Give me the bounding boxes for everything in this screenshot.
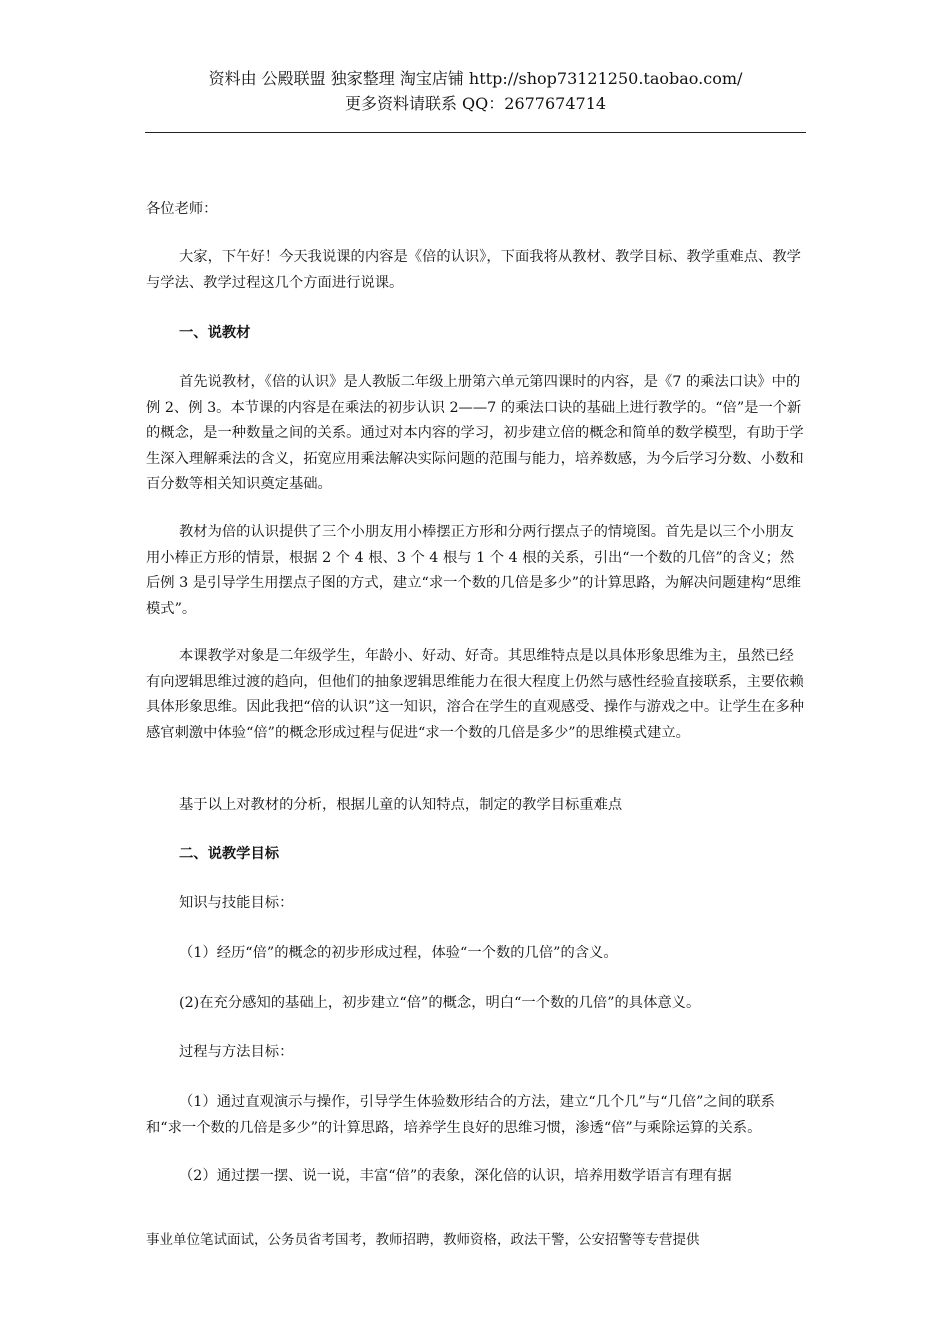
page-footer: 事业单位笔试面试，公务员省考国考，教师招聘，教师资格，政法干警，公安招警等专营提供: [146, 1232, 700, 1248]
greeting: 各位老师：: [146, 201, 218, 217]
section-1-paragraph-3: 本课教学对象是二年级学生，年龄小、好动、好奇。其思维特点是以具体形象思维为主，虽然已经有向逻辑思维过渡的趋向，但他们的抽象逻辑思维能力在很大程度上仍然与感性经验直接联系，主要依赖具体形象思维。因此我把“倍的认识”这一知识，溶合在学生的直观感受、操作与游戏之中。让学生在多种感官刺激中体验“倍”的概念形成过程与促进“求一个数的几倍是多少”的思维模式建立。: [146, 648, 804, 741]
process-goal-item-1: （1）通过直观演示与操作，引导学生体验数形结合的方法，建立“几个几”与“几倍”之间的联系和“求一个数的几倍是多少”的计算思路，培养学生良好的思维习惯，渗透“倍”与乘除运算的关系。: [146, 1094, 775, 1136]
header-line-1: 资料由 公殿联盟 独家整理 淘宝店铺 http://shop73121250.taobao.com/: [208, 69, 743, 88]
page-header: [145, 66, 806, 116]
section-1-paragraph-4: 基于以上对教材的分析，根据儿童的认知特点，制定的教学目标重难点: [179, 797, 623, 813]
knowledge-goal-title: 知识与技能目标：: [179, 895, 294, 911]
section-1-paragraph-1: 首先说教材，《倍的认识》是人教版二年级上册第六单元第四课时的内容，是《7 的乘法口诀》中的例 2、例 3。本节课的内容是在乘法的初步认识 2——7 的乘法口诀的基础上进行教学的。“倍”是一个新的概念，是一种数量之间的关系。通过对本内容的学习，初步建立倍的概念和简单的数学模型，有助于学生深入理解乘法的含义，拓宽应用乘法解决实际问题的范围与能力，培养数感，为今后学习分数、小数和百分数等相关知识奠定基础。: [146, 374, 804, 492]
section-1-paragraph-2: 教材为倍的认识提供了三个小朋友用小棒摆正方形和分两行摆点子的情境图。首先是以三个小朋友用小棒正方形的情景，根据 2 个 4 根、3 个 4 根与 1 个 4 根的关系，引出“一个数的几倍”的含义；然后例 3 是引导学生用摆点子图的方式，建立“求一个数的几倍是多少”的计算思路，为解决问题建构“思维模式”。: [146, 524, 801, 617]
header-divider: [145, 132, 806, 133]
intro-paragraph: 大家，下午好！今天我说课的内容是《倍的认识》，下面我将从教材、教学目标、教学重难点、教学与学法、教学过程这几个方面进行说课。: [146, 249, 801, 291]
header-line-2: 更多资料请联系 QQ：2677674714: [344, 94, 607, 113]
process-goal-title: 过程与方法目标：: [179, 1044, 294, 1060]
knowledge-goal-item-2: (2)在充分感知的基础上，初步建立“倍”的概念，明白“一个数的几倍”的具体意义。: [179, 995, 701, 1011]
section-2-heading: 二、说教学目标: [179, 846, 280, 862]
process-goal-item-2: （2）通过摆一摆、说一说，丰富“倍”的表象，深化倍的认识，培养用数学语言有理有据: [179, 1168, 732, 1184]
section-1-heading: 一、说教材: [179, 325, 251, 341]
knowledge-goal-item-1: （1）经历“倍”的概念的初步形成过程，体验“一个数的几倍”的含义。: [179, 945, 618, 961]
